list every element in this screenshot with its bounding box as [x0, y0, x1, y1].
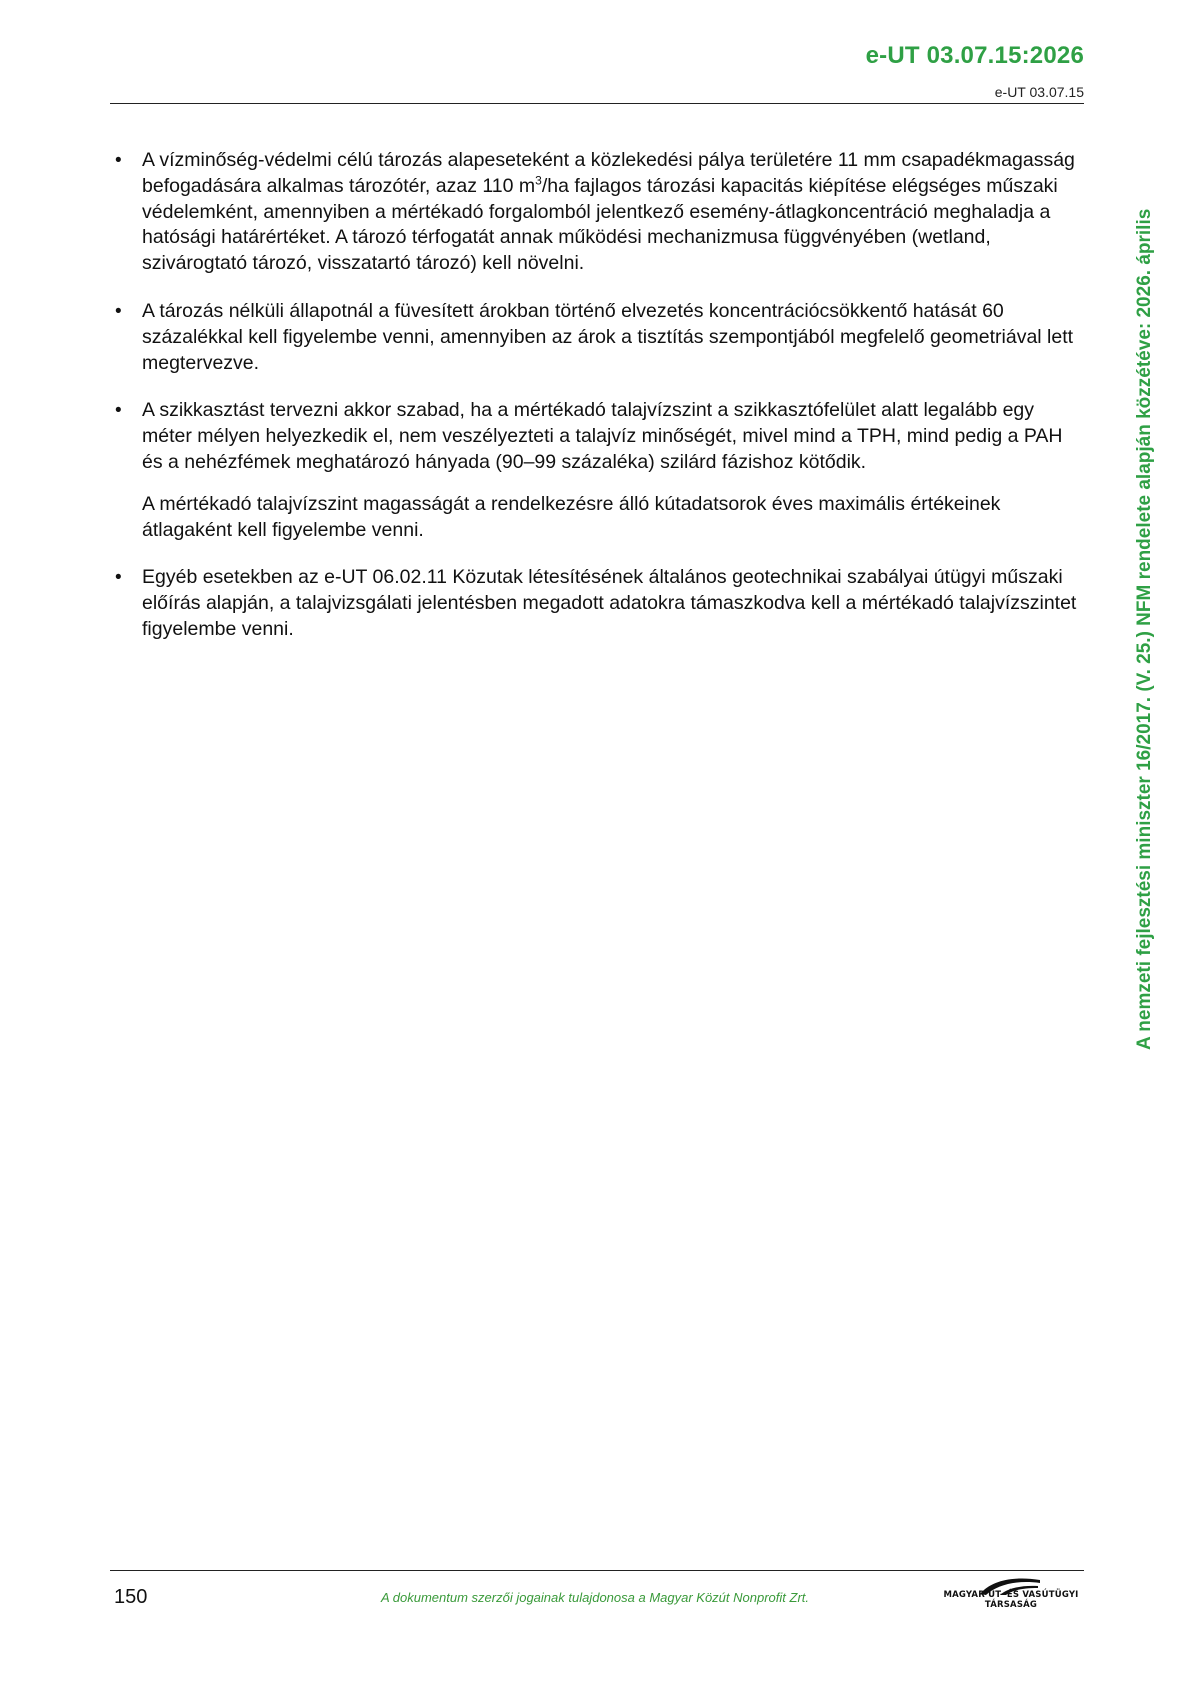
page-number: 150	[114, 1586, 148, 1608]
side-publication-note: A nemzeti fejlesztési miniszter 16/2017. (V. 25.) NFM rendelete alapján közzétéve: 2026. április	[1134, 208, 1155, 1050]
document-code: e-UT 03.07.15:2026	[865, 42, 1084, 69]
bullet-icon: •	[115, 567, 122, 589]
list-item	[112, 565, 1084, 642]
text-segment: /ha fajlagos tározási kapacitás kiépítése elégséges műszaki védelemként, amennyiben a mértékadó forgalomból jelentkező esemény-átlagkoncentráció meghaladja a hatósági határértéket. A tározó térfogatát annak működési mechanizmusa függvényében (wetland, szivárogtató tározó, visszatartó tározó) kell növelni.	[142, 174, 1058, 275]
bullet-icon: •	[115, 150, 122, 171]
bullet-icon: •	[115, 300, 122, 322]
superscript: 3	[535, 173, 542, 188]
header-subtitle: e-UT 03.07.15	[994, 84, 1084, 100]
paragraph: A szikkasztást tervezni akkor szabad, ha a mértékadó talajvízszint a szikkasztófelület alatt legalább egy méter mélyen helyezkedik el, nem veszélyezteti a talajvíz minőségét, mivel mind a TPH, mind pedig a PAH és a nehézfémek meghatározó hányada (90–99 százaléka) szilárd fázishoz kötődik.	[142, 399, 1063, 473]
paragraph: A mértékadó talajvízszint magasságát a rendelkezésre álló kútadatsorok éves maximális értékeinek átlagaként kell figyelembe venni.	[142, 492, 1001, 541]
copyright-notice: A dokumentum szerzői jogainak tulajdonosa a Magyar Közút Nonprofit Zrt.	[380, 1590, 809, 1605]
paragraph	[142, 148, 1084, 277]
list-item	[112, 148, 1084, 277]
list-item-continuation	[112, 492, 1084, 544]
company-logo	[938, 1576, 1084, 1612]
list-item	[112, 299, 1084, 376]
text-segment: A vízminőség-védelmi célú tározás alapeseteként a közlekedési pálya területére 11 mm csapadékmagasság befogadására alkalmas tározótér, azaz 110 m	[142, 149, 1075, 197]
page-content	[112, 148, 1084, 665]
footer-rule	[110, 1570, 1084, 1571]
paragraph: A tározás nélküli állapotnál a füvesített árokban történő elvezetés koncentrációcsökkentő hatását 60 százalékkal kell figyelembe venni, amennyiben az árok a tisztítás szempontjából megfelelő geometriával lett megtervezve.	[142, 299, 1074, 374]
list-item	[112, 398, 1084, 475]
logo-text: MAGYAR ÚT- ÉS VASÚTÜGYI TÁRSASÁG	[943, 1590, 1079, 1610]
bullet-icon: •	[115, 400, 122, 422]
paragraph: Egyéb esetekben az e-UT 06.02.11 Közutak létesítésének általános geotechnikai szabályai útügyi műszaki előírás alapján, a talajvizsgálati jelentésben megadott adatokra támaszkodva kell a mértékadó talajvízszintet figyelembe venni.	[142, 566, 1077, 640]
header-rule	[110, 103, 1084, 104]
